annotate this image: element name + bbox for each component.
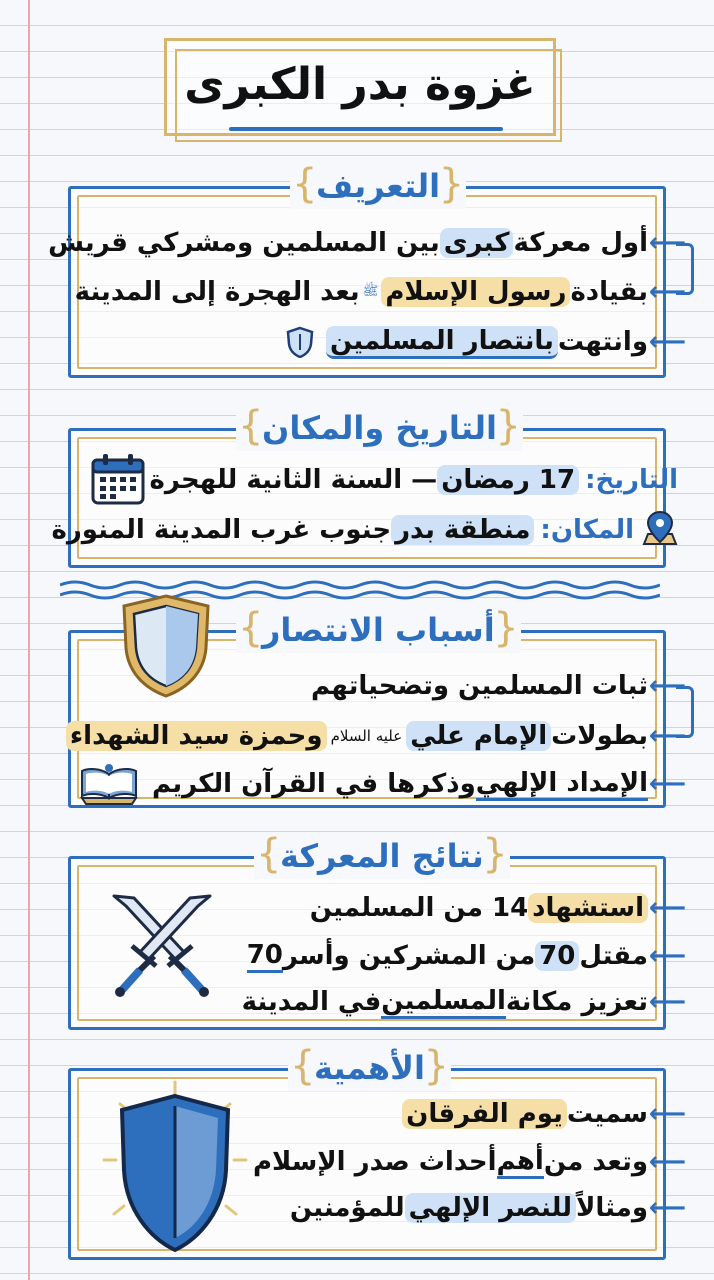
arrow-left-icon: ⟵ bbox=[648, 987, 686, 1017]
results-line-3 bbox=[242, 980, 686, 1024]
results-line-1-post: 14 من المسلمين bbox=[309, 893, 529, 923]
title-frame bbox=[164, 38, 556, 136]
results-line-3-underlined: المسلمين bbox=[381, 986, 506, 1019]
importance-heading: { الأهمية } bbox=[288, 1045, 451, 1091]
definition-line-1-post: بين المسلمين ومشركي قريش bbox=[48, 228, 440, 258]
arrow-left-icon: ⟵ bbox=[648, 893, 686, 923]
title-underline bbox=[229, 127, 503, 131]
large-shield-icon bbox=[118, 592, 214, 700]
arrow-left-icon: ⟵ bbox=[648, 1193, 686, 1223]
page-title: غزوة بدر الكبرى bbox=[184, 59, 536, 110]
results-line-1 bbox=[310, 886, 686, 930]
crossed-swords-icon bbox=[106, 890, 218, 1000]
importance-line-3-post: للمؤمنين bbox=[289, 1193, 405, 1223]
definition-line-2-post: بعد الهجرة إلى المدينة bbox=[74, 277, 360, 307]
reasons-line-2-pre: بطولات bbox=[551, 721, 648, 751]
place-rest: جنوب غرب المدينة المنورة bbox=[51, 515, 392, 545]
results-line-1-highlight: استشهاد bbox=[528, 893, 648, 923]
reasons-line-2-highlight-ali: الإمام علي bbox=[406, 721, 551, 751]
arrow-left-icon: ⟵ bbox=[648, 277, 686, 307]
results-captured-count: 70 bbox=[247, 940, 283, 973]
results-line-2-pre: مقتل bbox=[579, 941, 648, 971]
importance-line-1-highlight: يوم الفرقان bbox=[402, 1099, 567, 1129]
reasons-heading: { أسباب الانتصار } bbox=[236, 607, 521, 653]
location-pin-icon bbox=[642, 510, 678, 550]
place-label: المكان: bbox=[540, 515, 634, 545]
arrow-left-icon: ⟵ bbox=[648, 228, 686, 258]
arrow-left-icon: ⟵ bbox=[648, 1147, 686, 1177]
definition-line-3-pre: وانتهت bbox=[557, 327, 648, 357]
definition-line-1 bbox=[48, 221, 686, 265]
importance-line-2-underlined: أهم bbox=[497, 1146, 544, 1179]
time-place-heading: { التاريخ والمكان } bbox=[236, 405, 523, 451]
definition-line-2-pre: بقيادة bbox=[570, 277, 648, 307]
importance-line-1 bbox=[402, 1092, 686, 1136]
definition-line-2 bbox=[75, 270, 686, 314]
definition-line-3-highlight: بانتصار المسلمين bbox=[326, 326, 558, 359]
quran-icon bbox=[76, 762, 142, 806]
definition-line-3 bbox=[286, 320, 686, 364]
importance-line-1-pre: سميت bbox=[566, 1099, 648, 1129]
arrow-left-icon: ⟵ bbox=[648, 721, 686, 751]
place-value: منطقة بدر bbox=[391, 515, 534, 545]
results-line-3-pre: تعزيز مكانة bbox=[505, 987, 648, 1017]
definition-line-2-highlight: رسول الإسلام bbox=[381, 277, 570, 307]
results-killed-count: 70 bbox=[535, 941, 579, 971]
reasons-line-2-honorific: عليه السلام bbox=[330, 727, 403, 745]
honorific-glyph: ﷺ bbox=[362, 283, 379, 299]
reasons-line-3 bbox=[76, 762, 686, 806]
reasons-line-3-post: وذكرها في القرآن الكريم bbox=[151, 769, 476, 799]
definition-heading: { التعريف } bbox=[290, 163, 466, 209]
results-heading: { نتائج المعركة } bbox=[254, 833, 510, 879]
importance-line-2-pre: وتعد من bbox=[543, 1147, 648, 1177]
definition-line-1-pre: أول معركة bbox=[513, 228, 648, 258]
arrow-left-icon: ⟵ bbox=[648, 941, 686, 971]
date-line bbox=[150, 458, 678, 502]
reasons-line-1-text: ثبات المسلمين وتضحياتهم bbox=[311, 671, 648, 701]
reasons-line-2-highlight-hamza: وحمزة سيد الشهداء bbox=[66, 721, 327, 751]
place-line bbox=[51, 508, 678, 552]
glowing-shield-icon bbox=[100, 1080, 250, 1260]
results-line-2-mid: من المشركين وأسر bbox=[282, 941, 536, 971]
calendar-icon bbox=[90, 452, 146, 506]
importance-line-3-highlight: للنصر الإلهي bbox=[405, 1193, 576, 1223]
shield-icon bbox=[286, 326, 314, 358]
arrow-left-icon: ⟵ bbox=[648, 671, 686, 701]
results-line-3-post: في المدينة bbox=[241, 987, 382, 1017]
results-line-2 bbox=[247, 934, 686, 978]
reasons-line-1 bbox=[311, 664, 686, 708]
date-label: التاريخ: bbox=[585, 465, 678, 495]
importance-line-3 bbox=[290, 1186, 686, 1230]
importance-line-2-post: أحداث صدر الإسلام bbox=[252, 1147, 497, 1177]
date-rest: — السنة الثانية للهجرة bbox=[149, 465, 438, 495]
importance-line-3-pre: ومثالاً bbox=[576, 1193, 648, 1223]
arrow-left-icon: ⟵ bbox=[648, 1099, 686, 1129]
arrow-left-icon: ⟵ bbox=[648, 769, 686, 799]
arrow-left-icon: ⟵ bbox=[648, 327, 686, 357]
date-value: 17 رمضان bbox=[437, 465, 579, 495]
reasons-line-3-underlined: الإمداد الإلهي bbox=[476, 768, 648, 801]
definition-line-1-highlight: كبرى bbox=[440, 228, 514, 258]
reasons-line-2 bbox=[66, 714, 686, 758]
importance-line-2 bbox=[253, 1140, 686, 1184]
